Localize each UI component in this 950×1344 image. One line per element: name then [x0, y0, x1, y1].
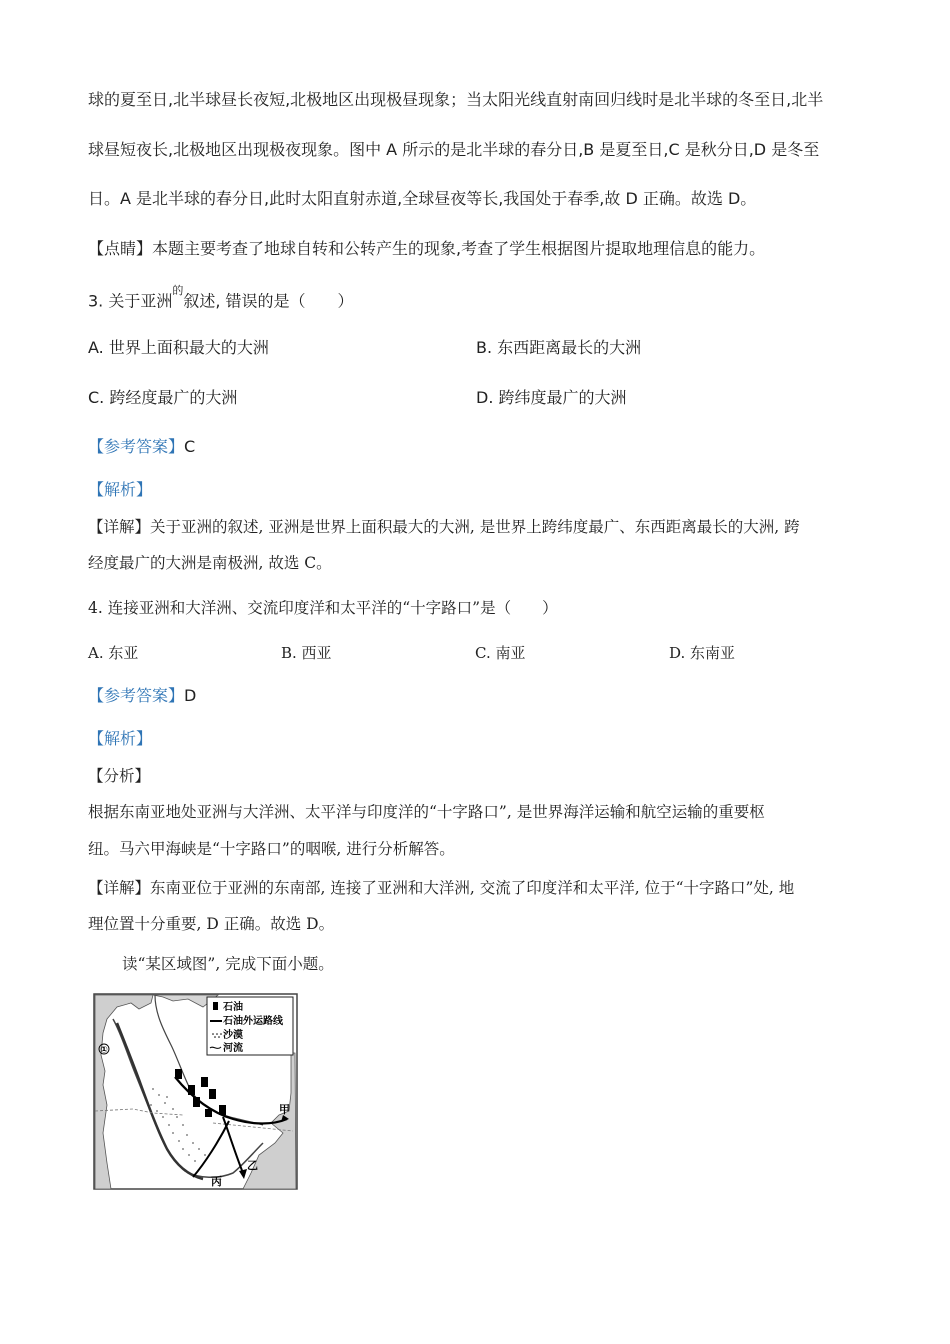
q4-option-b: B. 西亚 [281, 644, 332, 662]
tip-line: 【点睛】本题主要考查了地球自转和公转产生的现象,考查了学生根据图片提取地理信息的能力。 [88, 239, 766, 258]
paragraph-line-3: 日。A 是北半球的春分日,此时太阳直射赤道,全球昼夜等长,我国处于春季,故 D 正确。故选 D。 [88, 189, 757, 208]
region-map [93, 993, 298, 1190]
q3-stem-sup: 的 [172, 284, 184, 297]
question-3-stem [88, 286, 354, 312]
q4-option-a: A. 东亚 [88, 644, 139, 662]
question-4-stem: 4. 连接亚洲和大洋洲、交流印度洋和太平洋的“十字路口”是（ ） [88, 599, 558, 617]
q3-stem-part-b: 叙述, 错误的是（ ） [183, 291, 354, 311]
q3-answer [88, 436, 195, 458]
legend-desert: 沙漠 [223, 1030, 243, 1041]
q3-answer-value: C [184, 437, 196, 456]
legend-oil: 石油 [223, 1002, 243, 1013]
q3-option-a: A. 世界上面积最大的大洲 [88, 338, 269, 357]
legend-river: 河流 [223, 1043, 243, 1054]
q4-fenxi-line-2: 纽。马六甲海峡是“十字路口”的咽喉, 进行分析解答。 [88, 840, 455, 858]
q4-answer-label: 【参考答案】 [88, 686, 185, 705]
q3-option-b: B. 东西距离最长的大洲 [476, 338, 642, 357]
q4-fenxi-line-1: 根据东南亚地处亚洲与大洋洲、太平洋与印度洋的“十字路口”, 是世界海洋运输和航空运输的重要枢 [88, 803, 765, 821]
q3-stem-part-a: 3. 关于亚洲 [88, 291, 173, 311]
q4-analysis-label: 【解析】 [88, 729, 153, 748]
paragraph-line-2: 球昼短夜长,北极地区出现极夜现象。图中 A 所示的是北半球的春分日,B 是夏至日,C 是秋分日,D 是冬至 [88, 140, 820, 159]
q3-answer-label: 【参考答案】 [88, 437, 185, 456]
q3-detail-line-2: 经度最广的大洲是南极洲, 故选 C。 [88, 554, 332, 572]
legend-oil-icon [213, 1002, 218, 1010]
map-label-yi: 乙 [247, 1159, 258, 1172]
q4-option-c: C. 南亚 [475, 644, 526, 662]
q3-option-c: C. 跨经度最广的大洲 [88, 388, 238, 407]
paragraph-line-1: 球的夏至日,北半球昼长夜短,北极地区出现极昼现象；当太阳光线直射南回归线时是北半球的冬至日,北半 [88, 90, 824, 109]
q4-detail-line-2: 理位置十分重要, D 正确。故选 D。 [88, 915, 335, 933]
q4-answer [88, 685, 196, 707]
legend-route: 石油外运路线 [223, 1016, 283, 1027]
q3-detail-line-1: 【详解】关于亚洲的叙述, 亚洲是世界上面积最大的大洲, 是世界上跨纬度最广、东西距离最长的大洲, 跨 [88, 518, 800, 536]
q4-answer-value: D [184, 686, 197, 705]
q4-fenxi-label: 【分析】 [88, 767, 151, 785]
q3-analysis-label: 【解析】 [88, 480, 153, 499]
map-label-circle-1: ① [100, 1045, 108, 1056]
q4-option-d: D. 东南亚 [669, 644, 736, 662]
map-label-jia: 甲 [279, 1103, 290, 1116]
map-intro: 读“某区域图”, 完成下面小题。 [122, 955, 334, 973]
q3-option-d: D. 跨纬度最广的大洲 [476, 388, 627, 407]
q4-detail-line-1: 【详解】东南亚位于亚洲的东南部, 连接了亚洲和大洋洲, 交流了印度洋和太平洋, 位于“十字路口”处, 地 [88, 879, 795, 897]
map-label-bing: 丙 [211, 1175, 222, 1188]
